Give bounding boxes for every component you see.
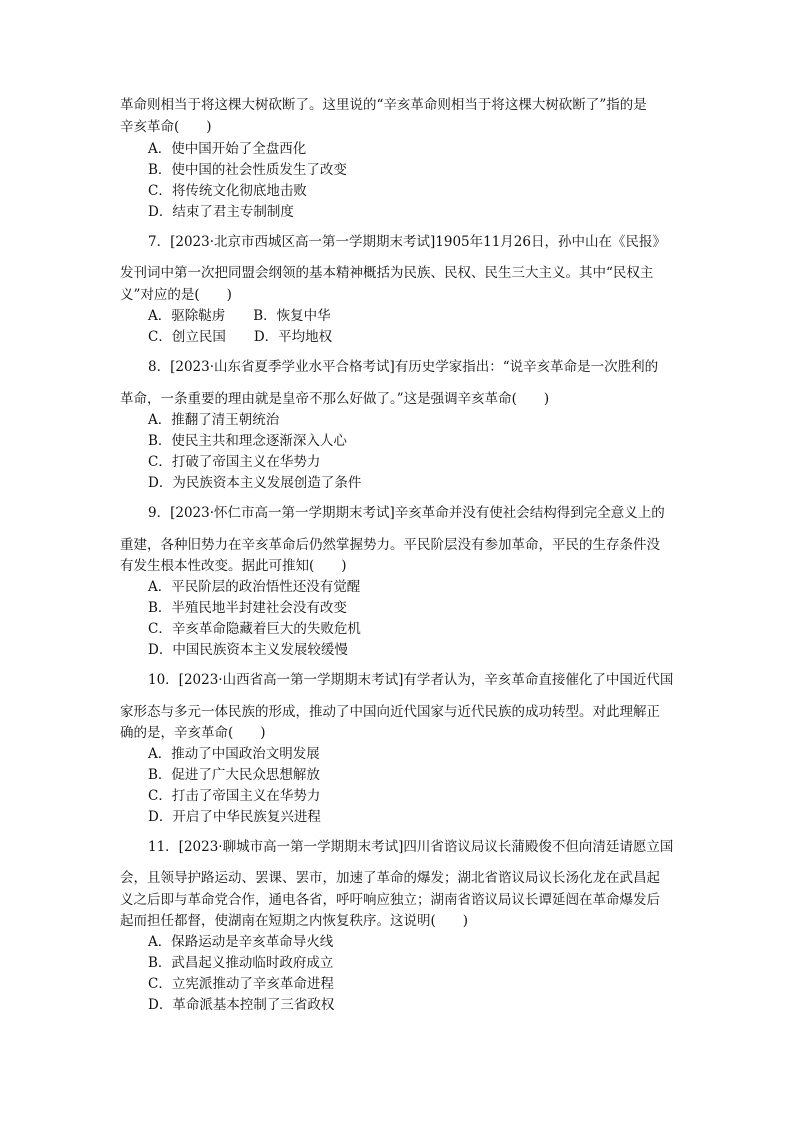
option-a: A．推动了中国政治文明发展 <box>148 746 320 762</box>
question-stem: 家形态与多元一体民族的形成，推动了中国向近代国家与近代民族的成功转型。对此理解正 <box>120 704 660 720</box>
option-a: A．使中国开始了全盘西化 <box>148 141 307 157</box>
option-d: D．开启了中华民族复兴进程 <box>148 809 321 825</box>
question-11-heading: 11．[2023·聊城市高一第一学期期末考试]四川省谘议局议长蒲殿俊不但向清廷请愿立国 <box>148 839 674 855</box>
option-d: D．平均地权 <box>253 329 333 345</box>
option-row <box>148 328 332 346</box>
question-stem: 有发生根本性改变。据此可推知( ) <box>120 558 347 574</box>
question-7-heading: 7．[2023·北京市西城区高一第一学期期末考试]1905年11月26日，孙中山在《民报》 <box>148 234 666 250</box>
option-row <box>148 307 331 325</box>
question-stem: 革命，一条重要的理由就是皇帝不那么好做了。”这是强调辛亥革命( ) <box>120 391 550 407</box>
option-c: C．打破了帝国主义在华势力 <box>148 454 321 470</box>
option-c: C．打击了帝国主义在华势力 <box>148 788 321 804</box>
option-b: B．促进了广大民众思想解放 <box>148 767 320 783</box>
option-c: C．将传统文化彻底地击败 <box>148 183 307 199</box>
option-b: B．使民主共和理念逐渐深入人心 <box>148 433 347 449</box>
question-stem: 义”对应的是( ) <box>120 287 232 303</box>
option-d: D．结束了君主专制制度 <box>148 204 294 220</box>
question-8-heading: 8．[2023·山东省夏季学业水平合格考试]有历史学家指出：“说辛亥革命是一次胜利的 <box>148 359 659 375</box>
option-a: A．推翻了清王朝统治 <box>148 412 280 428</box>
question-stem: 起而担任都督，使湖南在短期之内恢复秩序。这说明( ) <box>120 913 469 929</box>
option-c: C．立宪派推动了辛亥革命进程 <box>148 976 334 992</box>
question-stem: 重建，各种旧势力在辛亥革命后仍然掌握势力。平民阶层没有参加革命，平民的生存条件没 <box>120 537 660 553</box>
question-stem: 会，且领导护路运动、罢课、罢市，加速了革命的爆发；湖北省谘议局议长汤化龙在武昌起 <box>120 870 660 886</box>
option-b: B．使中国的社会性质发生了改变 <box>148 162 347 178</box>
question-9-heading: 9．[2023·怀仁市高一第一学期期末考试]辛亥革命并没有使社会结构得到完全意义上的 <box>148 505 665 521</box>
option-d: D．革命派基本控制了三省政权 <box>148 997 335 1013</box>
question-stem: 发刊词中第一次把同盟会纲领的基本精神概括为民族、民权、民生三大主义。其中“民权主 <box>120 265 654 281</box>
question-10-heading: 10．[2023·山西省高一第一学期期末考试]有学者认为，辛亥革命直接催化了中国近代国 <box>148 672 674 688</box>
option-a: A．平民阶层的政治悟性还没有觉醒 <box>148 579 361 595</box>
question-stem: 确的是，辛亥革命( ) <box>120 725 266 741</box>
option-c: C．创立民国 <box>148 329 226 345</box>
question-stem: 革命则相当于将这棵大树砍断了。这里说的“辛亥革命则相当于将这棵大树砍断了”指的是 <box>120 97 647 113</box>
question-stem: 义之后即与革命党合作，通电各省，呼吁响应独立；湖南省谘议局议长谭延闿在革命爆发后 <box>120 892 660 908</box>
option-d: D．为民族资本主义发展创造了条件 <box>148 475 362 491</box>
option-b: B．武昌起义推动临时政府成立 <box>148 955 334 971</box>
option-a: A．保路运动是辛亥革命导火线 <box>148 934 334 950</box>
question-stem: 辛亥革命( ) <box>120 119 212 135</box>
option-c: C．辛亥革命隐藏着巨大的失败危机 <box>148 621 361 637</box>
option-b: B．半殖民地半封建社会没有改变 <box>148 600 347 616</box>
option-a: A．驱除鞑虏 <box>148 308 226 324</box>
option-b: B．恢复中华 <box>253 308 331 324</box>
option-d: D．中国民族资本主义发展较缓慢 <box>148 642 348 658</box>
